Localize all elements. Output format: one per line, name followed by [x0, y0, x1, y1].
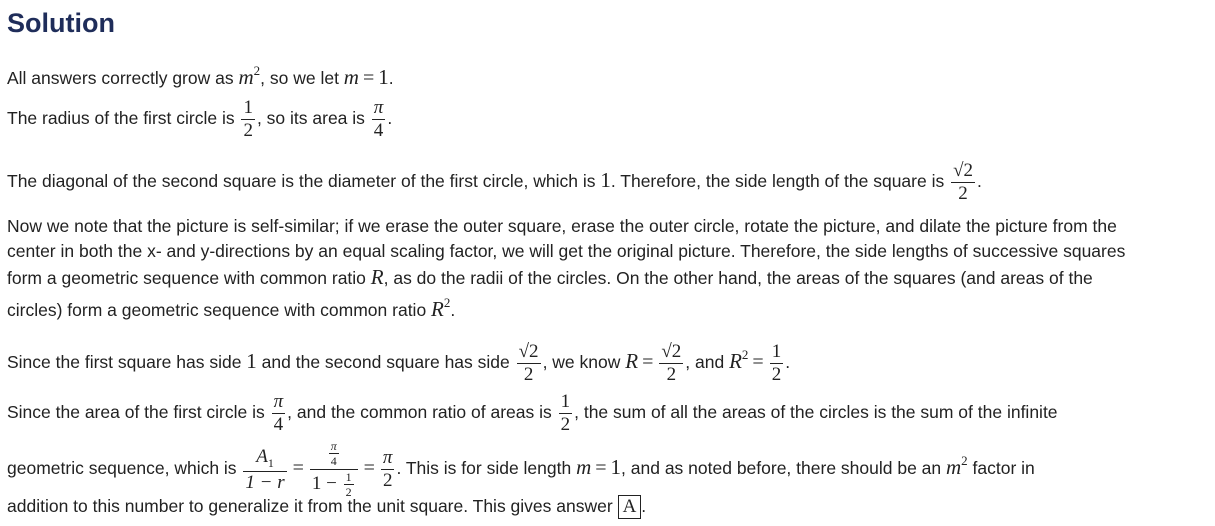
paragraph-4-line-1: Now we note that the picture is self-similar; if we erase the outer square, erase the outer circle, rotate the picture, and dilate the picture from the	[7, 216, 1117, 236]
paragraph-4-line-3: form a geometric sequence with common ratio R, as do the radii of the circles. On the other hand, the areas of the squares (and areas of the	[7, 265, 1093, 289]
paragraph-5: Since the first square has side 1 and the second square has side $\frac{√2}{2}$ , we know R = $\frac{√2}{2}$ , and $R^2$ = $\frac{1}{2}$ .	[7, 341, 791, 386]
paragraph-4-line-4: circles) form a geometric sequence with common ratio $R^2$.	[7, 295, 456, 321]
fraction-one-half: $\frac{1}{2}$	[771, 341, 782, 386]
fraction-pi-4-over-1-minus-half: $\frac{\pi}{4}$ 1 − $\frac{1}{2}$	[310, 440, 358, 498]
fraction-sqrt2-over-2: $\frac{√2}{2}$	[953, 160, 974, 205]
fraction-a1-over-1-minus-r: $\frac{A_1}{1 - r}$	[245, 445, 285, 493]
paragraph-2: The radius of the first circle is $\frac{1}{2}$ , so its area is $\frac{\pi}{4}$ .	[7, 97, 393, 142]
paragraph-8: addition to this number to generalize it from the unit square. This gives answer A .	[7, 496, 647, 517]
fraction-one-half: $\frac{1}{2}$	[243, 97, 253, 142]
paragraph-1: All answers correctly grow as $m^2$, so we let m = 1.	[7, 63, 394, 89]
paragraph-6: Since the area of the first circle is $\frac{\pi}{4}$ , and the common ratio of areas is $\frac{1}{2}$ , the sum of all the areas of the circles is the sum of the infinite	[7, 391, 1058, 436]
fraction-pi-over-four: $\frac{\pi}{4}$	[373, 97, 384, 142]
boxed-answer: A	[618, 495, 642, 519]
fraction-sqrt2-over-2: $\frac{√2}{2}$	[518, 341, 539, 386]
paragraph-4-line-2: center in both the x- and y-directions by an equal scaling factor, we will get the original picture. Therefore, the side lengths of successive squares	[7, 241, 1126, 261]
fraction-sqrt2-over-2: $\frac{√2}{2}$	[661, 341, 682, 386]
solution-heading: Solution	[7, 8, 115, 38]
paragraph-3: The diagonal of the second square is the diameter of the first circle, which is 1. Therefore, the side length of the square is $\frac{√2}{2}$ .	[7, 160, 982, 205]
fraction-pi-over-four: $\frac{\pi}{4}$	[273, 391, 284, 436]
fraction-pi-over-two: $\frac{\pi}{2}$	[382, 447, 393, 492]
fraction-one-half: $\frac{1}{2}$	[560, 391, 571, 436]
paragraph-7: geometric sequence, which is $\frac{A_1}{1 - r}$ = $\frac{\pi}{4}$ 1 − $\frac{1}{2}$ = $\frac{\pi}{2}$ . This is for side length m = 1, and as noted before, there should be an $m^2$ factor in	[7, 439, 1035, 500]
